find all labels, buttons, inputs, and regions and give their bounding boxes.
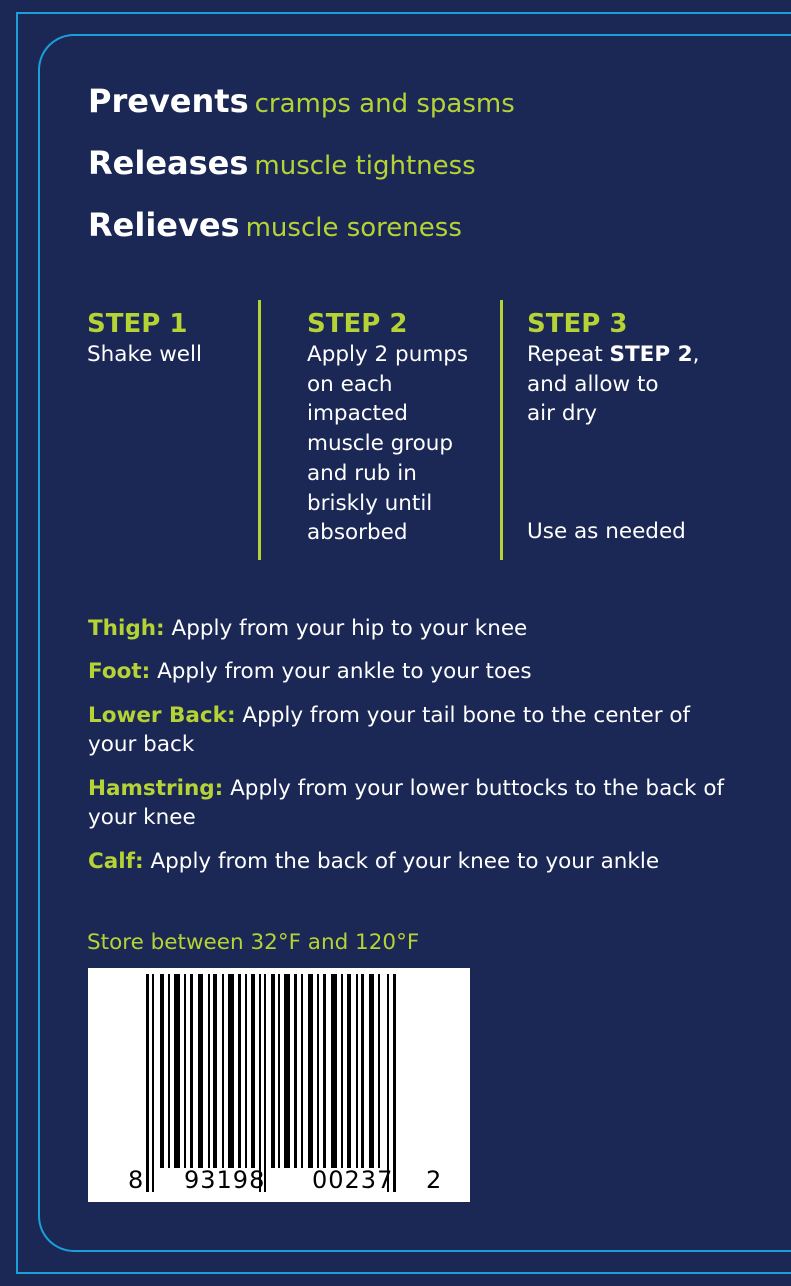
claim-text: cramps and spasms [254,89,515,119]
area-name: Hamstring: [88,776,224,801]
step-body: Shake well [87,342,202,367]
step-body [527,340,699,429]
area-name: Thigh: [88,616,165,641]
barcode-bar [238,974,241,1168]
barcode-bar [331,974,337,1168]
step-body: Apply 2 pumps on each impacted muscle group and rub in briskly until absorbed [307,342,469,546]
step-divider [258,300,261,560]
barcode-digit: 2 [426,1166,442,1194]
step-1 [87,308,202,370]
step-title: STEP 2 [307,309,408,339]
claim-text: muscle soreness [245,213,462,243]
barcode-bar [168,974,170,1168]
barcode-bar [174,974,180,1168]
barcode-bar [347,974,351,1168]
area-thigh [88,614,728,643]
barcode-bar [278,974,280,1168]
barcode-bar [184,974,186,1168]
barcode-bar [341,974,343,1168]
barcode-bar [284,974,290,1168]
barcode-bar [245,974,247,1168]
claim-verb: Relieves [88,206,240,244]
barcode-bar [264,974,266,1192]
barcode-bar [152,974,154,1192]
barcode-bar [146,974,149,1192]
barcode-bar [190,974,193,1168]
barcode-bar [393,974,396,1192]
area-text: Apply from your lower buttocks to the back of your knee [88,776,725,830]
claim-text: muscle tightness [254,151,476,181]
area-foot [88,657,728,686]
barcode-bar [271,974,275,1168]
claim-relieves [88,206,462,244]
barcode-digit: 8 [128,1166,144,1194]
barcode [88,968,470,1202]
barcode-bar [361,974,364,1168]
barcode-bar [228,974,234,1168]
barcode-bar [198,974,203,1168]
area-lower-back [88,701,728,759]
barcode-digit-group: 00237 [312,1166,394,1194]
area-text: Apply from your tail bone to the center of your back [88,703,691,757]
step-2 [307,308,468,548]
step-3 [527,308,699,429]
claim-prevents [88,82,515,120]
barcode-bar [213,974,217,1168]
barcode-bar [369,974,374,1168]
area-calf [88,847,728,876]
barcode-bar [308,974,313,1168]
barcode-bar [378,974,380,1168]
barcode-bar [323,974,326,1168]
claim-verb: Prevents [88,82,249,120]
barcode-bar [317,974,319,1168]
barcode-bar [222,974,224,1168]
claim-verb: Releases [88,144,249,182]
area-text: Apply from your hip to your knee [171,616,528,641]
barcode-bar [160,974,164,1168]
step-body-post: , and allow to air dry [527,342,700,427]
area-text: Apply from the back of your knee to your ankle [150,849,660,874]
barcode-bar [208,974,210,1168]
barcode-bar [387,974,389,1192]
area-hamstring [88,774,728,832]
barcode-bar [301,974,303,1168]
barcode-bar [251,974,255,1168]
barcode-bar [356,974,358,1168]
step-divider [500,300,503,560]
step-body-pre: Repeat [527,342,610,367]
area-text: Apply from your ankle to your toes [157,659,532,684]
claim-releases [88,144,476,182]
area-name: Calf: [88,849,144,874]
barcode-bar [259,974,261,1192]
barcode-bar [294,974,297,1168]
step-title: STEP 3 [527,309,628,339]
step-title: STEP 1 [87,309,188,339]
barcode-bars [88,968,470,1202]
barcode-digit-group: 93198 [184,1166,266,1194]
use-note: Use as needed [527,519,686,544]
area-name: Lower Back: [88,703,236,728]
area-name: Foot: [88,659,151,684]
step-body-bold: STEP 2 [609,342,693,367]
storage-text: Store between 32°F and 120°F [87,930,420,955]
